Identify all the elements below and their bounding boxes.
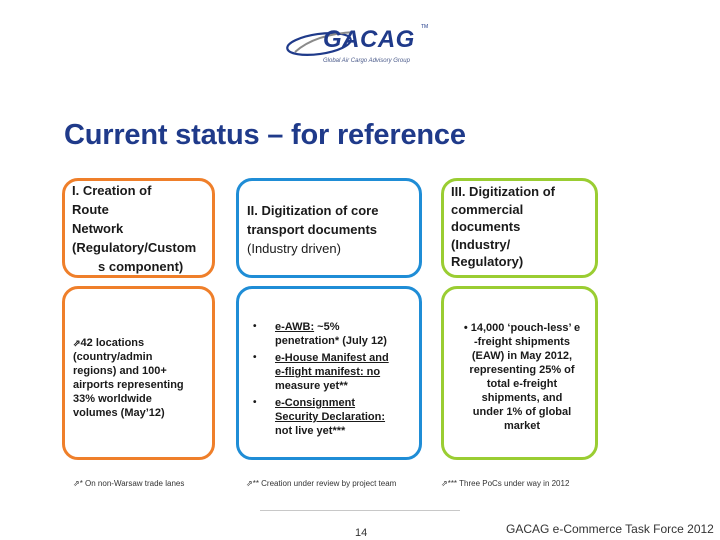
- header-line: Network: [72, 221, 124, 236]
- eawb-link[interactable]: e-AWB:: [275, 321, 315, 333]
- ehouse-link[interactable]: e-House Manifest and: [275, 352, 389, 364]
- bullet-icon: •: [253, 321, 257, 332]
- bullet-ehouse: • e-House Manifest and e-flight manifest: no measure yet**: [253, 352, 389, 392]
- bullet-icon: •: [253, 352, 257, 363]
- bullet-icon: •: [253, 397, 257, 408]
- gacag-logo: [285, 22, 435, 70]
- footnote-3: ⇗*** Three PoCs under way in 2012: [441, 479, 570, 488]
- header-line: I. Creation of: [72, 183, 152, 198]
- bullet-eawb: • e-AWB: ~5% penetration* (July 12): [253, 321, 387, 347]
- header-line: commercial: [451, 201, 524, 217]
- header-line: (Industry driven): [247, 241, 341, 256]
- route-network-body: ⇗42 locations (country/admin regions) and 100+ airports representing 33% worldwide volumes (May’12): [73, 337, 184, 419]
- header-line: Route: [72, 202, 109, 217]
- footer-text: GACAG e-Commerce Task Force 2012: [506, 522, 714, 536]
- header-line: III. Digitization of: [451, 184, 555, 199]
- header-line: II. Digitization of core: [247, 203, 379, 218]
- arrow-icon: ⇗: [73, 338, 81, 348]
- header-line: s component): [98, 259, 184, 274]
- footnote-2: ⇗** Creation under review by project team: [246, 479, 397, 488]
- header-line: (Industry/: [451, 236, 511, 252]
- footnote-1: ⇗* On non-Warsaw trade lanes: [73, 479, 185, 488]
- footer-divider: [260, 510, 460, 511]
- arrow-icon: ⇗: [441, 479, 448, 488]
- bullet-econsignment: • e-Consignment Security Declaration: not live yet***: [253, 397, 386, 437]
- arrow-icon: ⇗: [246, 479, 253, 488]
- logo-trademark: TM: [421, 24, 429, 30]
- commercial-docs-body: • 14,000 ‘pouch-less’ e -freight shipments (EAW) in May 2012, representing 25% of total e-freight shipments, and under 1% of global market: [463, 322, 581, 432]
- core-transport-header: [247, 201, 378, 258]
- econsignment-link[interactable]: e-Consignment: [275, 397, 356, 409]
- logo-wordmark: GACAG: [323, 26, 415, 53]
- page-number: 14: [355, 527, 368, 539]
- commercial-docs-header: [451, 183, 555, 271]
- page-title: Current status – for reference: [64, 119, 466, 151]
- logo-subtitle: Global Air Cargo Advisory Group: [323, 58, 410, 64]
- header-line: Regulatory): [451, 254, 524, 269]
- route-network-header: [72, 181, 196, 276]
- arrow-icon: ⇗: [73, 479, 80, 488]
- header-line: transport documents: [247, 222, 378, 237]
- core-transport-bullets: [253, 320, 415, 441]
- header-line: (Regulatory/Custom: [72, 240, 197, 255]
- header-line: documents: [451, 219, 521, 234]
